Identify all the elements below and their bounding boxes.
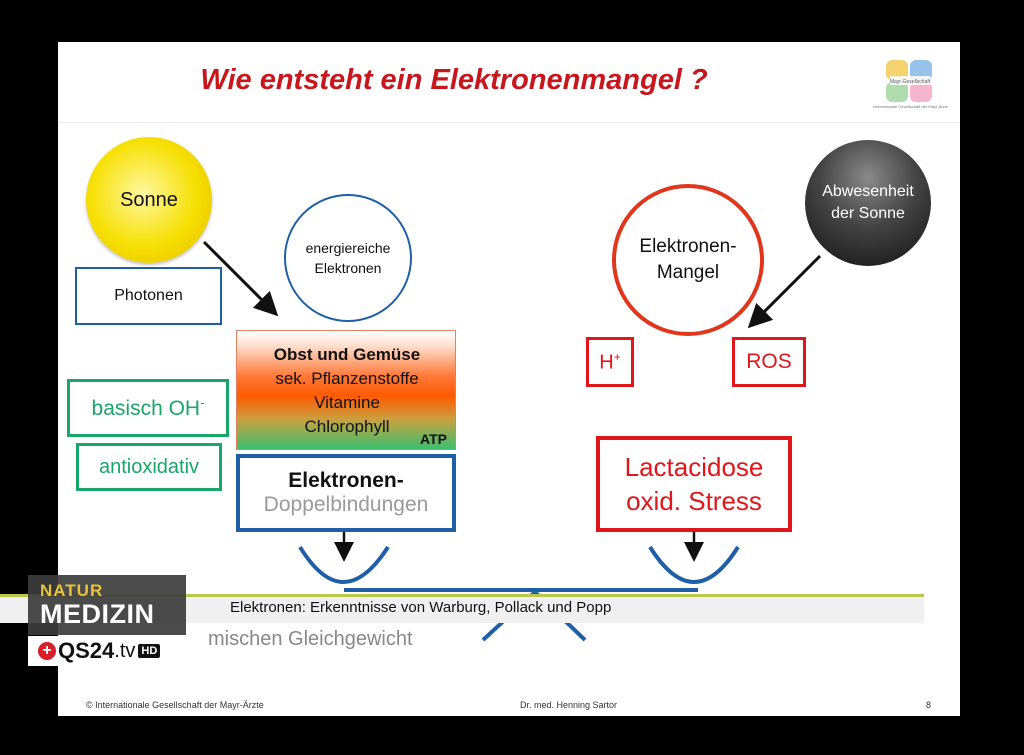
qs24-logo: + QS24 .tv HD [28,636,186,666]
qs24-cross-icon: + [38,642,56,660]
proton-box: H+ [586,337,634,387]
footer-page: 8 [926,700,932,710]
naturmedizin-logo [28,575,186,635]
food-line-1: sek. Pflanzenstoffe [275,369,419,388]
sun-circle [86,137,212,263]
sun-label: Sonne [120,188,178,211]
ros-box: ROS [732,337,806,387]
brand-line-1: NATUR [40,581,104,600]
food-title: Obst und Gemüse [273,345,421,364]
ticker-text: Elektronen: Erkenntnisse von Warburg, Pollack und Popp [230,599,612,616]
antioxidative-box: antioxidativ [76,443,222,491]
lactacidosis-box: Lactacidose oxid. Stress [596,436,792,532]
basic-label: basisch OH- [91,395,205,420]
photons-box: Photonen [75,267,222,325]
electron-deficit-circle: Elektronen- Mangel [612,184,764,336]
food-line-2: Vitamine [314,393,380,412]
fruits-vegetables-box [236,330,456,450]
footer-author: Dr. med. Henning Sartor [520,700,618,710]
brand-line-2: MEDIZIN [40,599,155,629]
electrons-double-bonds-box: Elektronen- Doppelbindungen [236,454,456,532]
logo-caption: Internationale Gesellschaft der Mayr-Ärzte [873,104,948,109]
atp-label: ATP [420,431,447,447]
food-line-3: Chlorophyll [304,417,390,436]
energy-electrons-circle: energiereiche Elektronen [284,194,412,322]
hidden-caption: mischen Gleichgewicht [208,628,413,650]
slide-title: Wie entsteht ein Elektronenmangel ? [200,64,708,96]
svg-text:Mayr-Gesellschaft: Mayr-Gesellschaft [889,79,931,85]
absence-of-sun-circle: Abwesenheit der Sonne [805,140,931,266]
basic-box [67,379,229,437]
footer-copyright: © Internationale Gesellschaft der Mayr-Ärzte [86,700,264,710]
